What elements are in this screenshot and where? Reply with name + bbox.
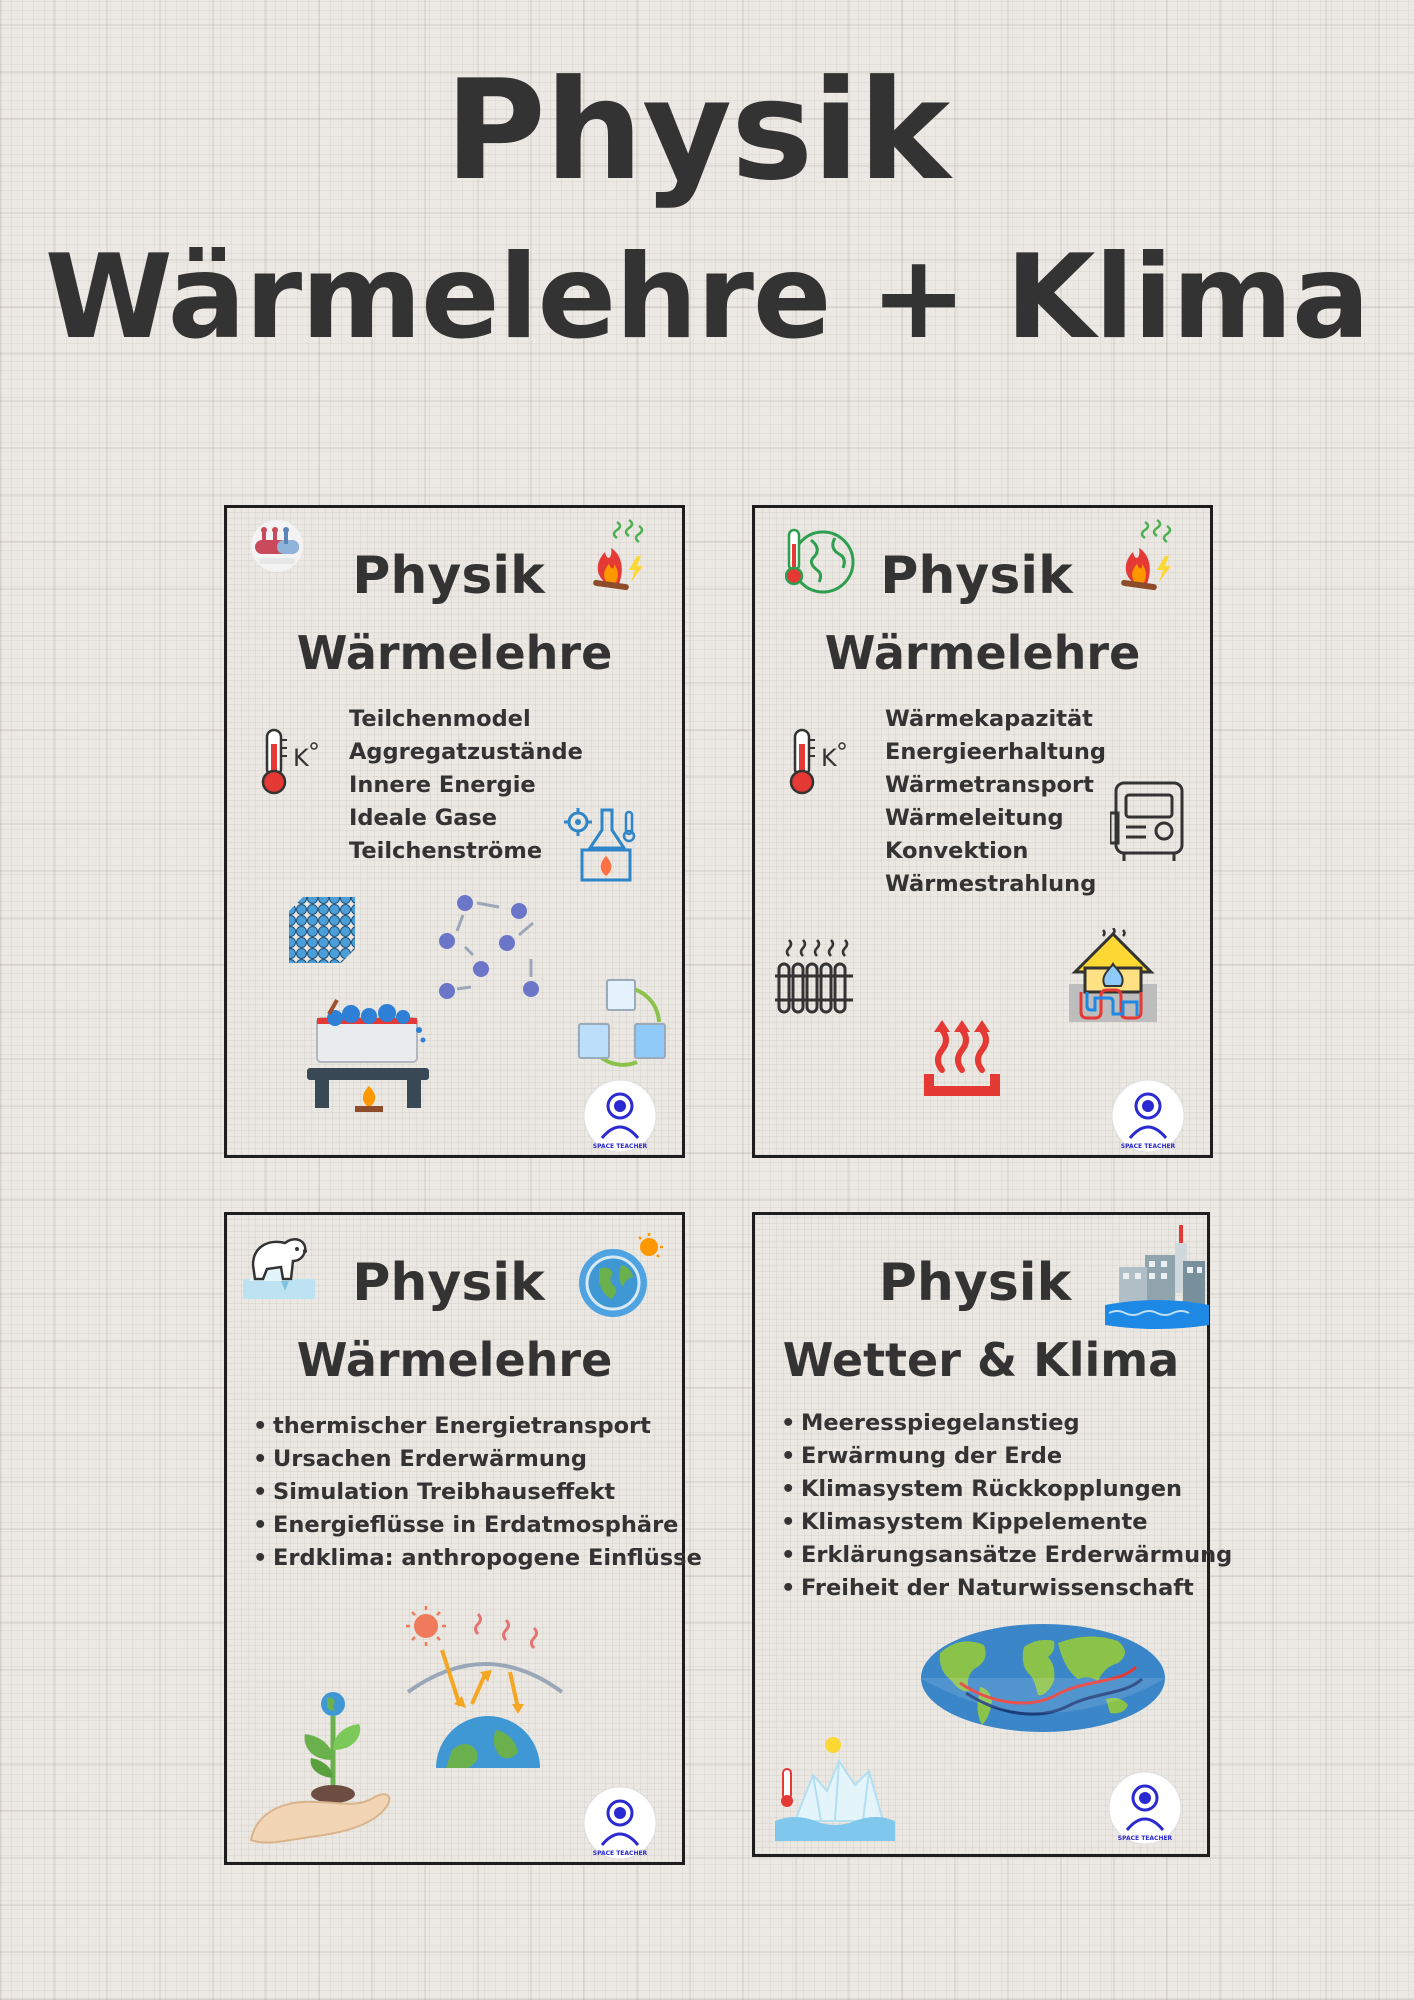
svg-text:K: K: [293, 744, 309, 772]
astronaut-logo-icon: [1110, 1078, 1186, 1154]
thermometer-kelvin-icon: [785, 726, 851, 798]
topic-item: Innere Energie: [349, 772, 536, 798]
topic-item: Aggregatzustände: [349, 739, 583, 765]
topic-item: Konvektion: [885, 838, 1029, 864]
card-waermelehre-3[interactable]: [224, 1212, 702, 1865]
logo-text: SPACE TEACHER: [592, 1850, 648, 1857]
topic-list: [349, 703, 583, 868]
card-subtitle: Wetter & Klima: [782, 1333, 1180, 1387]
world-map-icon: [920, 1623, 1166, 1733]
topic-item: • Freiheit der Naturwissenschaft: [781, 1572, 1232, 1605]
card-waermelehre-2[interactable]: [752, 505, 1213, 1158]
topic-item: • Energieflüsse in Erdatmosphäre: [253, 1509, 702, 1542]
lab-burner-icon: [562, 806, 640, 884]
card-title: Physik: [352, 546, 545, 606]
heat-pump-house-icon: [1065, 928, 1161, 1024]
card-title: Physik: [352, 1253, 545, 1313]
topic-item: Wärmekapazität: [885, 706, 1093, 732]
topic-item: • Klimasystem Rückkopplungen: [781, 1473, 1232, 1506]
campfire-icon: [587, 518, 653, 592]
hand-plant-icon: [247, 1690, 397, 1850]
thermometer-kelvin-icon: [257, 726, 323, 798]
topic-item: • Meeresspiegelanstieg: [781, 1407, 1232, 1440]
topic-item: • Erwärmung der Erde: [781, 1440, 1232, 1473]
logo-text: SPACE TEACHER: [592, 1143, 648, 1150]
topic-item: • Erklärungsansätze Erderwärmung: [781, 1539, 1232, 1572]
svg-text:K: K: [821, 744, 837, 772]
melting-iceberg-icon: [773, 1735, 897, 1845]
water-cycle-icon: [577, 978, 667, 1068]
particle-motion-icon: [437, 893, 547, 1003]
flooded-city-icon: [1105, 1221, 1209, 1331]
topic-item: Energieerhaltung: [885, 739, 1106, 765]
topic-item: • Erdklima: anthropogene Einflüsse: [253, 1542, 702, 1575]
topic-item: Wärmeleitung: [885, 805, 1064, 831]
earth-sun-icon: [575, 1233, 665, 1323]
logo-text: SPACE TEACHER: [1120, 1143, 1176, 1150]
greenhouse-effect-icon: [402, 1600, 572, 1770]
card-waermelehre-1[interactable]: [224, 505, 685, 1158]
card-subtitle: Wärmelehre: [824, 626, 1141, 680]
cooking-pot-icon: [307, 998, 437, 1123]
card-wetter-klima[interactable]: [752, 1212, 1233, 1857]
card-title: Physik: [880, 546, 1073, 606]
topic-item: • Ursachen Erderwärmung: [253, 1443, 702, 1476]
page-title-line2: Wärmelehre + Klima: [44, 230, 1370, 365]
card-subtitle: Wärmelehre: [296, 1333, 613, 1387]
card-title: Physik: [878, 1253, 1072, 1313]
page-title-line1: Physik: [444, 50, 950, 211]
topic-list: [253, 1410, 702, 1575]
campfire-icon: [1115, 518, 1181, 592]
topic-item: • Simulation Treibhauseffekt: [253, 1476, 702, 1509]
topic-item: Teilchenmodel: [349, 706, 531, 732]
generator-icon: [1110, 773, 1190, 863]
radiator-icon: [775, 938, 859, 1018]
earth-thermometer-icon: [785, 524, 857, 600]
astronaut-logo-icon: [582, 1078, 658, 1154]
topic-item: Wärmestrahlung: [885, 871, 1097, 897]
topic-item: Ideale Gase: [349, 805, 498, 831]
heat-radiation-icon: [920, 1018, 1004, 1102]
particle-cube-icon: [285, 893, 359, 967]
thermometers-icon: [249, 518, 305, 574]
topic-list: [781, 1407, 1232, 1605]
logo-text: SPACE TEACHER: [1117, 1835, 1173, 1842]
topic-item: Teilchenströme: [349, 838, 543, 864]
topic-list: [885, 703, 1106, 901]
astronaut-logo-icon: [582, 1785, 658, 1861]
astronaut-logo-icon: [1107, 1770, 1183, 1846]
topic-item: Wärmetransport: [885, 772, 1094, 798]
topic-item: • thermischer Energietransport: [253, 1410, 702, 1443]
polar-bear-icon: [241, 1229, 319, 1301]
card-subtitle: Wärmelehre: [296, 626, 613, 680]
topic-item: • Klimasystem Kippelemente: [781, 1506, 1232, 1539]
